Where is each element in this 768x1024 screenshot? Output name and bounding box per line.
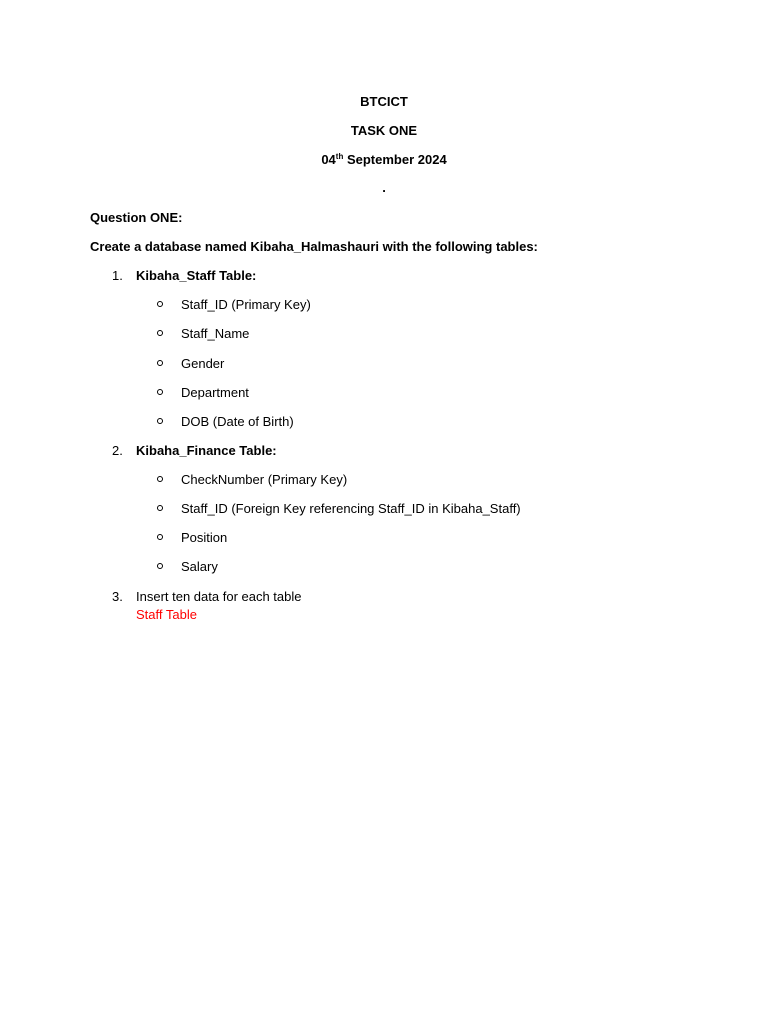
org-heading: BTCICT — [360, 94, 408, 109]
list-item: Gender — [181, 356, 225, 371]
bullet-icon — [157, 301, 163, 307]
list-item: Staff_ID (Primary Key) — [181, 297, 311, 312]
bullet-icon — [157, 360, 163, 366]
insert-data-instruction: Insert ten data for each table — [136, 589, 302, 604]
task-heading: TASK ONE — [350, 123, 418, 138]
question-title: Question ONE: — [90, 210, 183, 225]
date-heading — [0, 152, 768, 168]
list-number-3: 3. — [112, 589, 123, 604]
list-item: Salary — [181, 559, 218, 574]
date-rest: September 2024 — [343, 152, 447, 167]
bullet-icon — [157, 534, 163, 540]
bullet-icon — [157, 563, 163, 569]
list-item: Department — [181, 385, 249, 400]
list-item: Staff_Name — [181, 326, 250, 341]
bullet-icon — [157, 505, 163, 511]
list-number-2: 2. — [112, 443, 123, 458]
list-item: Staff_ID (Foreign Key referencing Staff_ID in Kibaha_Staff) — [181, 501, 521, 516]
list-item: DOB (Date of Birth) — [181, 414, 294, 429]
staff-table-heading: Kibaha_Staff Table: — [136, 268, 257, 283]
question-instruction: Create a database named Kibaha_Halmashauri with the following tables: — [90, 239, 538, 254]
finance-table-heading: Kibaha_Finance Table: — [136, 443, 277, 458]
list-item: CheckNumber (Primary Key) — [181, 472, 348, 487]
separator-dot: . — [382, 180, 386, 195]
bullet-icon — [157, 418, 163, 424]
bullet-icon — [157, 330, 163, 336]
bullet-icon — [157, 389, 163, 395]
bullet-icon — [157, 476, 163, 482]
list-number-1: 1. — [112, 268, 123, 283]
date-day: 04 — [321, 152, 336, 167]
date-suffix: th — [335, 152, 344, 161]
list-item: Position — [181, 530, 228, 545]
staff-table-note: Staff Table — [136, 607, 197, 622]
